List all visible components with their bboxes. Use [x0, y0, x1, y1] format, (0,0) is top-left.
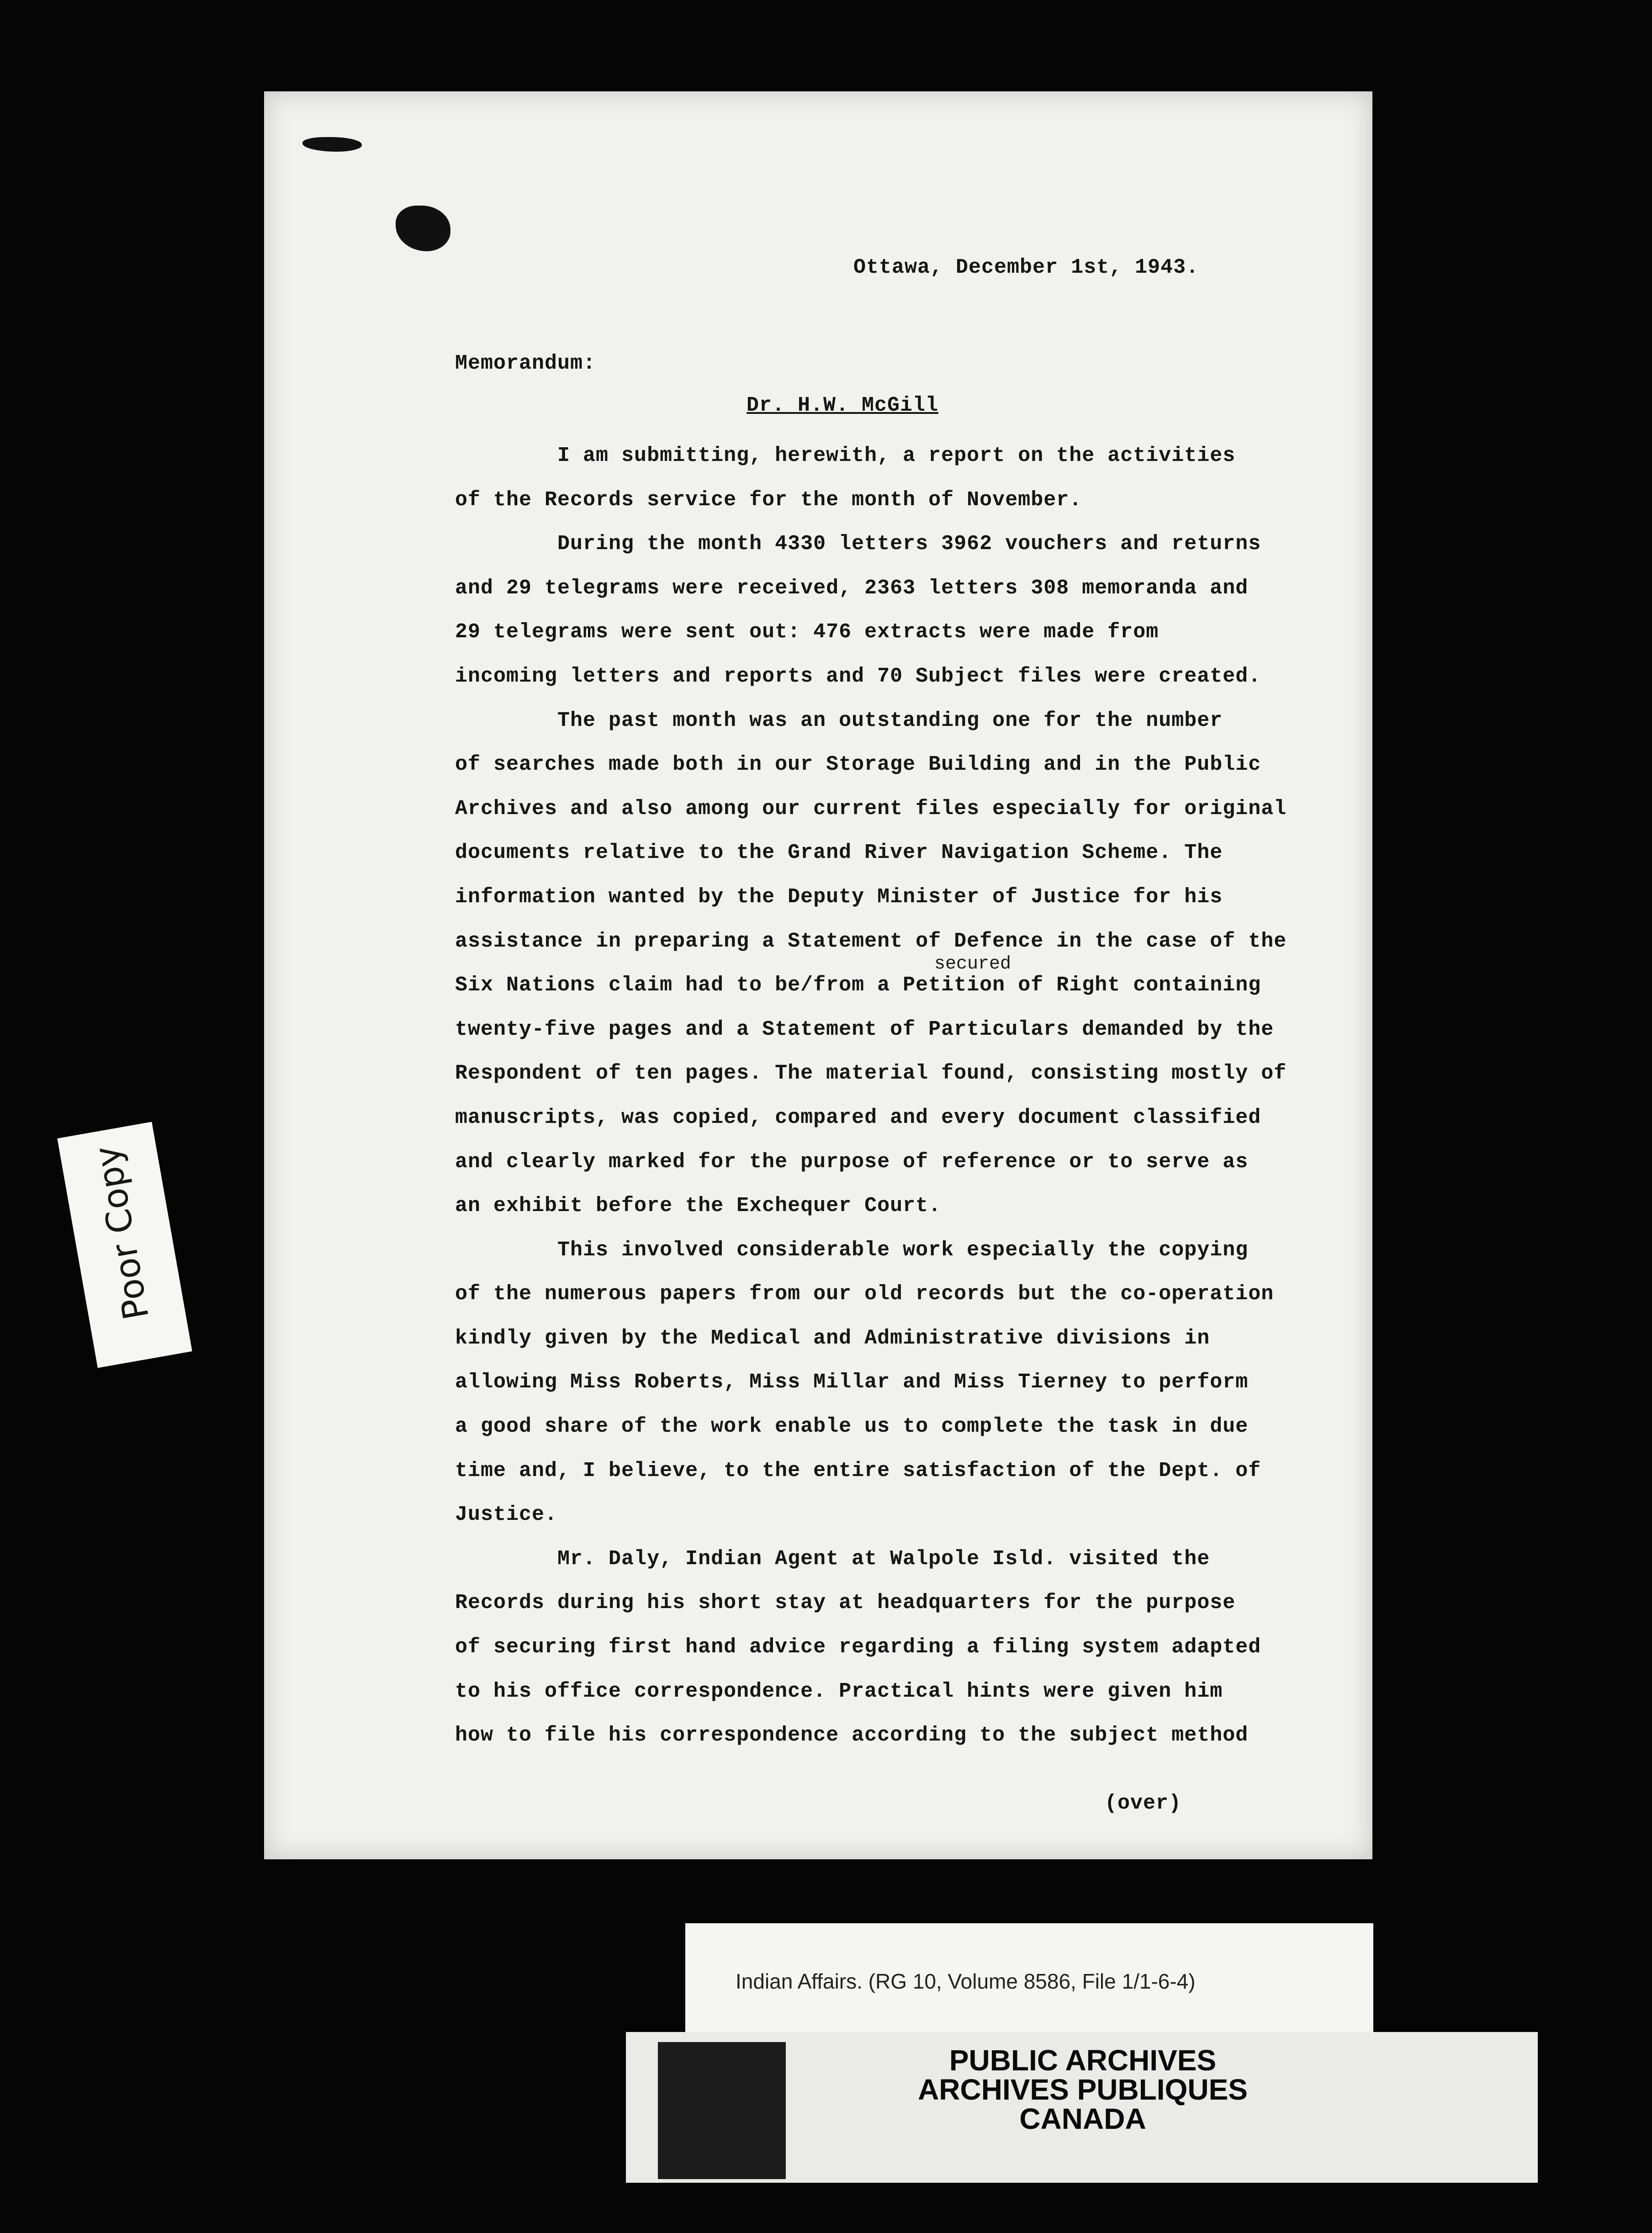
- memo-body: [455, 434, 1287, 1758]
- body-line: an exhibit before the Exchequer Court.: [455, 1194, 942, 1218]
- body-line: This involved considerable work especially the copying: [455, 1238, 1249, 1262]
- body-line: The past month was an outstanding one for the number: [455, 709, 1223, 732]
- poor-copy-tag: [57, 1122, 192, 1368]
- body-line: During the month 4330 letters 3962 vouchers and returns: [455, 532, 1261, 556]
- body-line: time and, I believe, to the entire satisfaction of the Dept. of: [455, 1459, 1261, 1482]
- body-line: information wanted by the Deputy Minister of Justice for his: [455, 885, 1223, 909]
- date-line: Ottawa, December 1st, 1943.: [853, 256, 1199, 279]
- reference-text: Indian Affairs. (RG 10, Volume 8586, File 1/1-6-4): [736, 1969, 1196, 1993]
- body-line: Justice.: [455, 1503, 558, 1527]
- body-line: Records during his short stay at headquarters for the purpose: [455, 1591, 1236, 1615]
- body-line: Six Nations claim had to be/from a Petition of Right containing: [455, 974, 1261, 997]
- archive-stamp: [909, 2046, 1256, 2133]
- body-line: of the numerous papers from our old records but the co-operation: [455, 1282, 1274, 1306]
- continuation-note: (over): [1105, 1792, 1182, 1815]
- stamp-line: CANADA: [1019, 2102, 1146, 2135]
- body-line: I am submitting, herewith, a report on the activities: [455, 444, 1236, 467]
- body-line: and clearly marked for the purpose of reference or to serve as: [455, 1150, 1249, 1174]
- body-line: Respondent of ten pages. The material found, consisting mostly of: [455, 1062, 1287, 1085]
- body-line: how to file his correspondence according to the subject method: [455, 1724, 1249, 1747]
- body-line: a good share of the work enable us to complete the task in due: [455, 1415, 1249, 1439]
- stamp-line: ARCHIVES PUBLIQUES: [918, 2073, 1248, 2106]
- memo-label: Memorandum:: [455, 352, 596, 375]
- handwritten-insertion: secured: [934, 954, 1011, 974]
- body-line: incoming letters and reports and 70 Subject files were created.: [455, 664, 1261, 688]
- body-line: manuscripts, was copied, compared and every document classified: [455, 1106, 1261, 1129]
- body-line: Mr. Daly, Indian Agent at Walpole Isld. visited the: [455, 1547, 1210, 1571]
- body-line: 29 telegrams were sent out: 476 extracts were made from: [455, 620, 1159, 644]
- reference-label: [685, 1923, 1373, 2042]
- body-line: of searches made both in our Storage Building and in the Public: [455, 753, 1261, 777]
- body-line: of the Records service for the month of November.: [455, 488, 1082, 512]
- body-line: Archives and also among our current files especially for original: [455, 797, 1287, 820]
- body-line: allowing Miss Roberts, Miss Millar and Miss Tierney to perform: [455, 1370, 1249, 1394]
- body-line: kindly given by the Medical and Administrative divisions in: [455, 1326, 1210, 1350]
- body-line: twenty-five pages and a Statement of Particulars demanded by the: [455, 1017, 1274, 1041]
- poor-copy-text: Poor Copy: [86, 1143, 157, 1323]
- memo-recipient: Dr. H.W. McGill: [747, 394, 939, 417]
- body-line: documents relative to the Grand River Navigation Scheme. The: [455, 841, 1223, 865]
- body-line: of securing first hand advice regarding a filing system adapted: [455, 1635, 1261, 1659]
- body-line: and 29 telegrams were received, 2363 letters 308 memoranda and: [455, 576, 1249, 600]
- body-line: to his office correspondence. Practical hints were given him: [455, 1679, 1223, 1703]
- strip-shadow: [658, 2042, 786, 2179]
- body-line: assistance in preparing a Statement of Defence in the case of the: [455, 929, 1287, 953]
- stamp-line: PUBLIC ARCHIVES: [949, 2044, 1217, 2077]
